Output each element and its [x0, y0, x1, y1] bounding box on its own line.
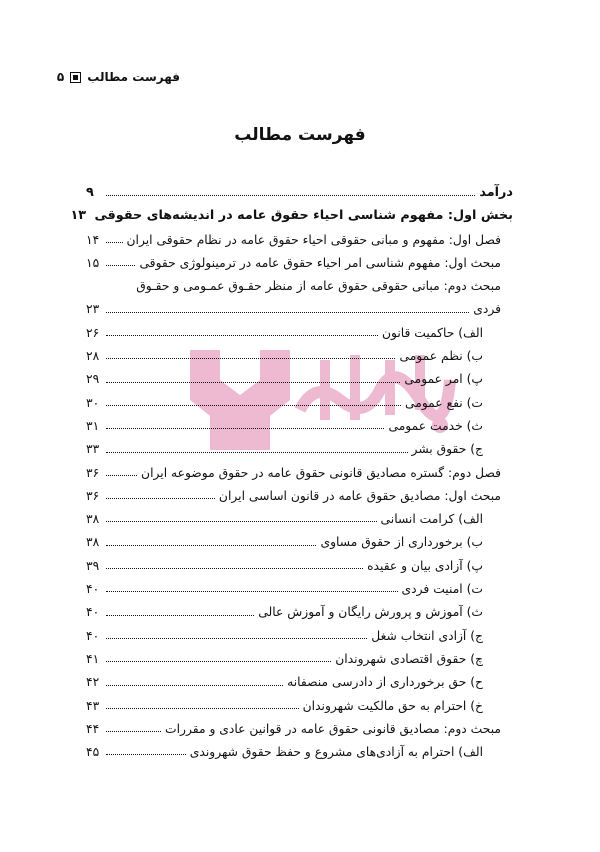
toc-entry	[86, 572, 513, 595]
toc-entry-title: درآمد	[479, 184, 513, 200]
toc-entry-title: ت) نفع عمومی	[404, 395, 483, 410]
toc-entry-title: ت) امنیت فردی	[401, 582, 483, 597]
dot-leader	[106, 312, 469, 313]
toc-entry	[86, 735, 513, 758]
dot-leader	[106, 335, 378, 336]
toc-entry-title: الف) کرامت انسانی	[380, 512, 483, 527]
running-head	[57, 70, 180, 84]
dot-leader	[106, 568, 363, 569]
toc-entry-title: ح) حق برخورداری از دادرسی منصفانه	[287, 675, 483, 690]
toc-entry-page-number: ۴۰	[86, 582, 100, 597]
dot-leader	[106, 195, 475, 196]
toc-entry	[86, 525, 513, 548]
dot-leader	[106, 545, 316, 546]
toc-entry-title: ث) خدمت عمومی	[388, 418, 483, 433]
toc-entry-page-number: ۲۶	[86, 325, 100, 340]
toc-entry-title: مبحث اول: مصادیق حقوق عامه در قانون اساسی ایران	[218, 488, 501, 503]
toc-entry-page-number: ۳۸	[86, 512, 100, 527]
toc-entry-page-number: ۴۵	[86, 745, 100, 760]
toc-entry	[86, 456, 513, 479]
toc-entry	[86, 362, 513, 385]
dot-leader	[106, 498, 215, 499]
toc-entry-title: خ) احترام به حق مالکیت شهروندان	[302, 698, 483, 713]
dot-leader	[106, 475, 137, 476]
toc-entry-title: بخش اول: مفهوم شناسی احیاء حقوق عامه در اندیشه‌های حقوقی	[94, 207, 513, 223]
toc-entry	[86, 339, 513, 362]
toc-entry-page-number: ۳۶	[86, 465, 100, 480]
toc-entry-page-number: ۲۳	[86, 302, 100, 317]
toc-entry-page-number: ۱۵	[86, 255, 100, 270]
toc-entry-page-number: ۳۹	[86, 558, 100, 573]
dot-leader	[106, 731, 161, 732]
toc-entry-title: مبحث دوم: مصادیق قانونی حقوق عامه در قوانین عادی و مقررات	[165, 721, 501, 736]
dot-leader	[106, 754, 186, 755]
toc-entry	[86, 223, 513, 246]
toc-entry-page-number: ۱۴	[86, 232, 100, 247]
square-ornament-icon	[70, 72, 81, 83]
toc-entry	[86, 292, 513, 315]
toc-entry-title: الف) احترام به آزادی‌های مشروع و حفظ حقوق شهروندی	[189, 745, 483, 760]
toc-entry	[86, 595, 513, 618]
toc-entry	[86, 712, 513, 735]
toc-entry-title: ث) آموزش و پرورش رایگان و آموزش عالی	[258, 605, 483, 620]
toc-entry-title: مبحث دوم: مبانی حقوقی حقوق عامه از منظر حقـوق عمـومی و حقـوق	[136, 279, 501, 294]
page-title: فهرست مطالب	[234, 125, 366, 145]
toc-entry	[86, 269, 513, 292]
toc-entry-title: فردی	[473, 302, 501, 317]
toc-entry-title: چ) حقوق اقتصادی شهروندان	[335, 651, 483, 666]
toc-entry	[86, 409, 513, 432]
toc-entry-page-number: ۳۶	[86, 488, 100, 503]
dot-leader	[106, 428, 384, 429]
toc-entry-title: مبحث اول: مفهوم شناسی امر احیاء حقوق عامه در ترمینولوژی حقوقی	[139, 255, 501, 270]
dot-leader	[106, 638, 367, 639]
toc-entry-page-number: ۴۳	[86, 698, 100, 713]
toc-entry	[86, 479, 513, 502]
toc-entry-page-number: ۳۰	[86, 395, 100, 410]
dot-leader	[106, 661, 331, 662]
toc-entry-page-number: ۴۲	[86, 675, 100, 690]
toc-entry-page-number: ۲۹	[86, 372, 100, 387]
dot-leader	[106, 405, 401, 406]
toc-entry-title: الف) حاکمیت قانون	[381, 325, 483, 340]
toc-entry-page-number: ۴۰	[86, 605, 100, 620]
toc-entry-title: فصل اول: مفهوم و مبانی حقوقی احیاء حقوق عامه در نظام حقوقی ایران	[126, 232, 501, 247]
toc-entry-page-number: ۳۸	[86, 535, 100, 550]
toc-entry-page-number: ۲۸	[86, 349, 100, 364]
toc-entry	[86, 619, 513, 642]
dot-leader	[106, 242, 123, 243]
toc-entry-title: فصل دوم: گستره مصادیق قانونی حقوق عامه در حقوق موضوعه ایران	[141, 465, 501, 480]
toc-entry	[86, 176, 513, 199]
toc-entry-title: پ) امر عمومی	[404, 372, 483, 387]
toc-entry-page-number: ۴۴	[86, 721, 100, 736]
dot-leader	[106, 685, 283, 686]
toc-entry-title: پ) آزادی بیان و عقیده	[367, 558, 483, 573]
toc-entry	[86, 432, 513, 455]
toc-entry-title: ج) آزادی انتخاب شغل	[371, 628, 483, 643]
dot-leader	[106, 265, 135, 266]
toc-entry	[86, 665, 513, 688]
dot-leader	[106, 591, 398, 592]
toc-entry-page-number: ۹	[86, 184, 94, 200]
dot-leader	[106, 382, 400, 383]
dot-leader	[106, 358, 395, 359]
dot-leader	[106, 708, 299, 709]
toc-entry-page-number: ۱۳	[70, 207, 87, 223]
toc-entry-title: ب) برخورداری از حقوق مساوی	[320, 535, 483, 550]
running-head-label: فهرست مطالب	[87, 70, 180, 84]
toc-entry	[86, 386, 513, 409]
dot-leader	[106, 615, 254, 616]
dot-leader	[106, 452, 408, 453]
toc-entry-title: ج) حقوق بشر	[411, 442, 483, 457]
toc-entry	[86, 549, 513, 572]
toc-entry-page-number: ۴۰	[86, 628, 100, 643]
toc-entry	[86, 689, 513, 712]
toc-entry	[70, 199, 513, 223]
toc-entry	[86, 246, 513, 269]
toc-entry	[86, 316, 513, 339]
toc-entry	[86, 642, 513, 665]
toc-entry-page-number: ۳۳	[86, 442, 100, 457]
toc-entry-page-number: ۴۱	[86, 651, 100, 666]
dot-leader	[106, 521, 377, 522]
toc-entry-title: ب) نظم عمومی	[399, 349, 483, 364]
toc-entry-page-number: ۳۱	[86, 418, 100, 433]
table-of-contents	[70, 176, 513, 760]
toc-entry	[86, 502, 513, 525]
running-head-page-number: ۵	[56, 70, 65, 84]
